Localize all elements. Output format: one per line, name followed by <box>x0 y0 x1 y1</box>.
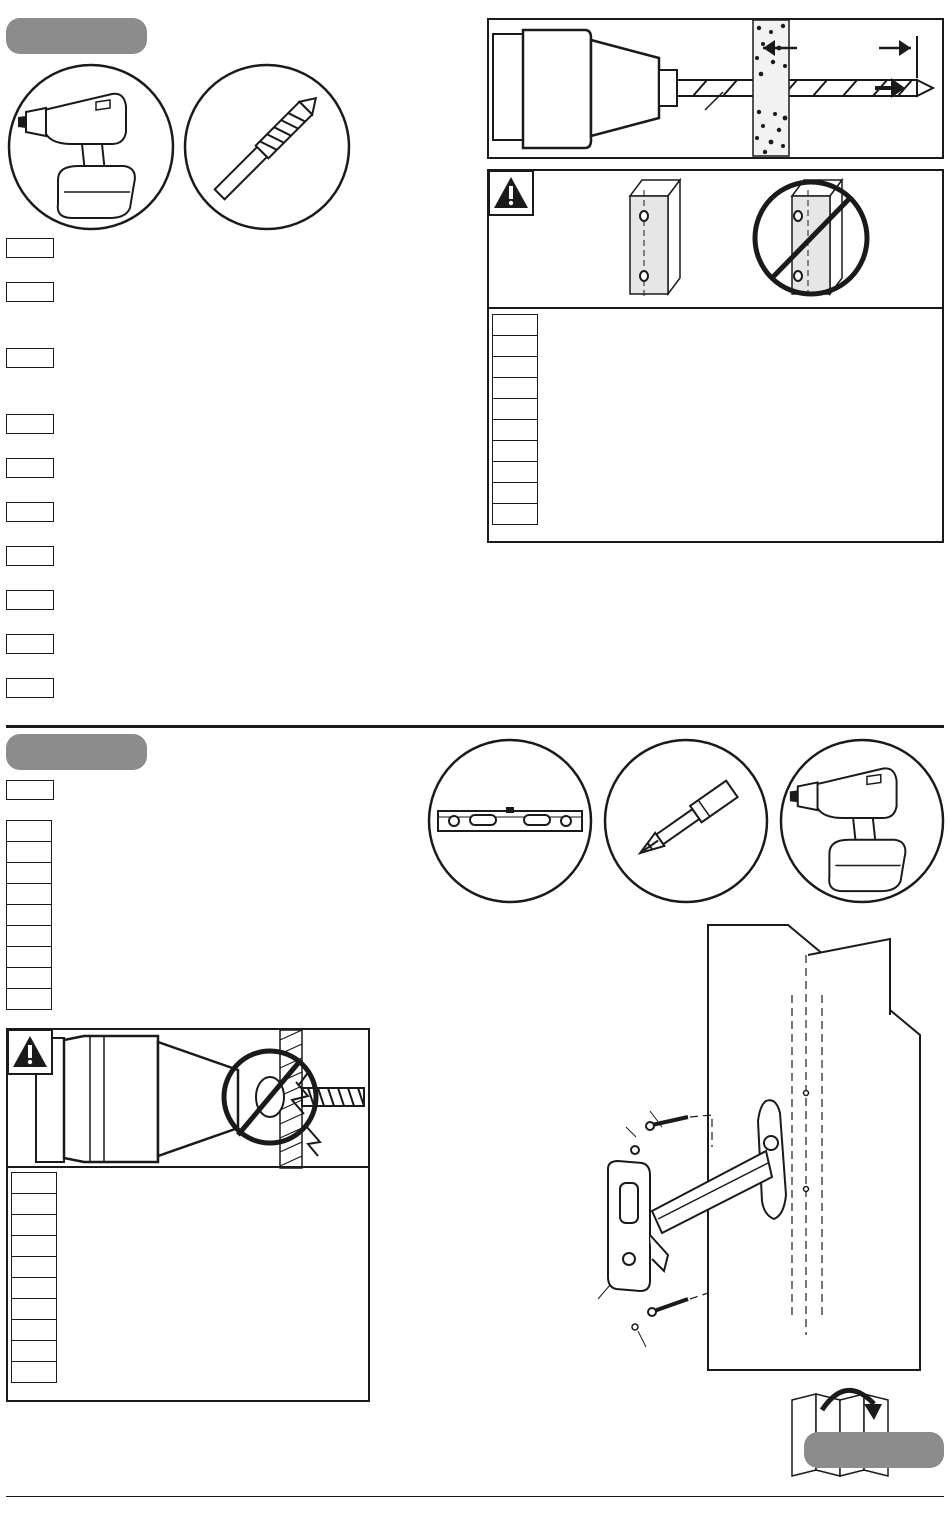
warning-icon <box>489 171 533 215</box>
label-box <box>6 414 54 434</box>
panel-divider <box>8 1166 368 1168</box>
drill-depth-illustration <box>487 18 944 159</box>
overtighten-illustration <box>8 1030 368 1168</box>
label-box <box>6 546 54 566</box>
label-box <box>6 458 54 478</box>
stud-correct-illustration <box>620 176 690 302</box>
label-box <box>6 634 54 654</box>
drill-icon <box>778 737 946 905</box>
label-box <box>6 282 54 302</box>
step-two-header <box>6 734 147 770</box>
drill-icon <box>6 62 176 232</box>
level-icon <box>426 737 594 905</box>
label-box <box>6 238 54 258</box>
label-box <box>6 348 54 368</box>
section-divider <box>6 725 944 728</box>
label-box <box>6 590 54 610</box>
footer-rule <box>6 1496 944 1497</box>
label-box <box>6 780 54 800</box>
label-stack <box>492 314 538 525</box>
page-turn-button[interactable] <box>804 1432 944 1468</box>
label-box <box>6 502 54 522</box>
stud-incorrect-illustration <box>750 176 874 302</box>
step-one-header <box>6 18 147 54</box>
phillips-bit-icon <box>602 737 770 905</box>
warning-icon <box>8 1030 52 1074</box>
stud-warning-panel <box>487 169 944 543</box>
label-stack <box>11 1172 57 1383</box>
label-box <box>6 678 54 698</box>
label-stack <box>6 820 52 1010</box>
wall-mount-illustration <box>580 915 932 1375</box>
panel-divider <box>489 307 942 309</box>
drill-bit-icon <box>182 62 352 232</box>
